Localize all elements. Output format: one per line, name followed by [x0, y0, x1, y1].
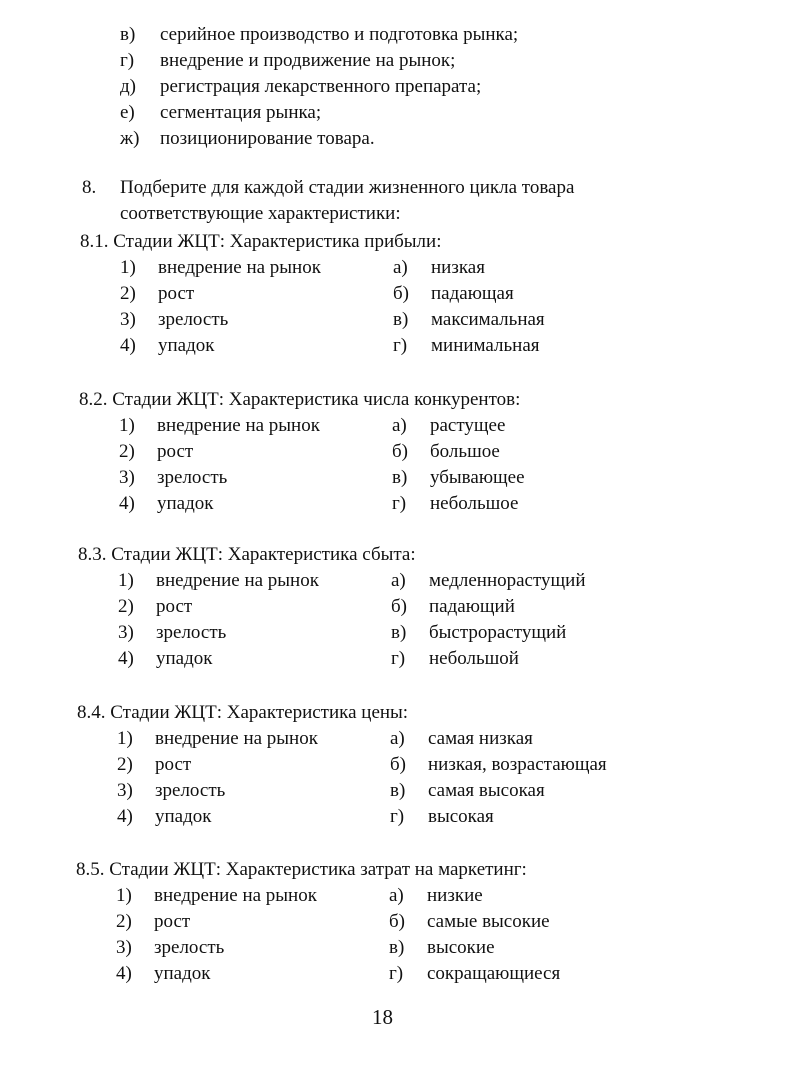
stage-text: упадок	[154, 963, 211, 984]
char-marker: б)	[393, 283, 409, 304]
stage-text: упадок	[158, 335, 215, 356]
table-row	[117, 804, 607, 830]
table-row	[120, 307, 545, 333]
table-row	[116, 883, 560, 909]
table-row	[118, 646, 586, 672]
list-item	[120, 100, 518, 126]
stage-marker: 3)	[120, 309, 136, 330]
section-title: 8.5. Стадии ЖЦТ: Характеристика затрат на маркетинг:	[76, 859, 527, 880]
char-text: низкие	[427, 885, 483, 906]
char-text: низкая	[431, 257, 485, 278]
char-marker: в)	[390, 780, 406, 801]
stage-text: зрелость	[158, 309, 229, 330]
char-marker: г)	[391, 648, 406, 669]
char-text: медленнорастущий	[429, 570, 586, 591]
stage-text: упадок	[156, 648, 213, 669]
stage-text: рост	[157, 441, 194, 462]
section-title: 8.2. Стадии ЖЦТ: Характеристика числа конкурентов:	[79, 389, 521, 410]
char-marker: б)	[390, 754, 406, 775]
char-marker: а)	[390, 728, 405, 749]
stage-text: рост	[155, 754, 192, 775]
list-item	[120, 74, 518, 100]
stage-text: внедрение на рынок	[154, 885, 317, 906]
stage-text: рост	[154, 911, 191, 932]
table-row	[118, 568, 586, 594]
table-row	[116, 961, 560, 987]
char-text: максимальная	[431, 309, 545, 330]
stage-text: упадок	[155, 806, 212, 827]
table-row	[119, 413, 525, 439]
stage-marker: 3)	[118, 622, 134, 643]
table-row	[116, 935, 560, 961]
char-marker: б)	[389, 911, 405, 932]
char-marker: а)	[391, 570, 406, 591]
stage-text: рост	[158, 283, 195, 304]
stage-marker: 2)	[119, 441, 135, 462]
list-text: сегментация рынка;	[160, 102, 322, 123]
char-marker: б)	[391, 596, 407, 617]
section-8-1	[80, 229, 545, 359]
stage-marker: 4)	[120, 335, 136, 356]
question-text: Подберите для каждой стадии жизненного цикла товара соответствующие характеристики:	[120, 177, 575, 224]
stage-text: внедрение на рынок	[158, 257, 321, 278]
stage-marker: 4)	[118, 648, 134, 669]
char-text: низкая, возрастающая	[428, 754, 607, 775]
stage-marker: 4)	[119, 493, 135, 514]
char-marker: а)	[392, 415, 407, 436]
char-marker: а)	[389, 885, 404, 906]
char-text: быстрорастущий	[429, 622, 567, 643]
char-marker: в)	[391, 622, 407, 643]
list-text: позиционирование товара.	[160, 128, 375, 149]
list-marker: г)	[120, 50, 135, 71]
page-number: 18	[372, 1005, 393, 1029]
char-text: растущее	[430, 415, 506, 436]
table-row	[118, 594, 586, 620]
stage-marker: 3)	[119, 467, 135, 488]
char-marker: в)	[393, 309, 409, 330]
char-marker: г)	[389, 963, 404, 984]
char-text: самая высокая	[428, 780, 545, 801]
char-text: самые высокие	[427, 911, 550, 932]
table-row	[120, 281, 545, 307]
table-row	[119, 491, 525, 517]
stage-text: внедрение на рынок	[156, 570, 319, 591]
char-marker: г)	[390, 806, 405, 827]
section-8-4	[77, 700, 607, 830]
stage-marker: 1)	[119, 415, 135, 436]
stage-text: рост	[156, 596, 193, 617]
list-text: регистрация лекарственного препарата;	[160, 76, 482, 97]
char-marker: г)	[393, 335, 408, 356]
list-item	[120, 126, 518, 152]
section-8-2	[79, 387, 525, 517]
stage-marker: 3)	[117, 780, 133, 801]
section-title: 8.3. Стадии ЖЦТ: Характеристика сбыта:	[78, 544, 416, 565]
char-text: высокая	[428, 806, 494, 827]
stage-text: зрелость	[156, 622, 227, 643]
char-marker: б)	[392, 441, 408, 462]
stage-text: зрелость	[155, 780, 226, 801]
section-8-3	[78, 542, 586, 672]
char-marker: в)	[389, 937, 405, 958]
stage-text: внедрение на рынок	[157, 415, 320, 436]
section-title: 8.4. Стадии ЖЦТ: Характеристика цены:	[77, 702, 409, 723]
stage-text: внедрение на рынок	[155, 728, 318, 749]
stage-marker: 4)	[117, 806, 133, 827]
stage-marker: 2)	[118, 596, 134, 617]
char-text: самая низкая	[428, 728, 533, 749]
table-row	[119, 465, 525, 491]
list-text: серийное производство и подготовка рынка;	[160, 24, 519, 45]
char-text: сокращающиеся	[427, 963, 561, 984]
list-marker: д)	[120, 76, 136, 97]
stage-text: зрелость	[157, 467, 228, 488]
stage-marker: 1)	[118, 570, 134, 591]
char-text: убывающее	[430, 467, 525, 488]
stage-marker: 2)	[116, 911, 132, 932]
table-row	[117, 778, 607, 804]
char-text: небольшой	[429, 648, 519, 669]
stage-text: зрелость	[154, 937, 225, 958]
question-8	[82, 175, 722, 227]
char-text: минимальная	[431, 335, 540, 356]
stage-marker: 1)	[117, 728, 133, 749]
stage-marker: 1)	[116, 885, 132, 906]
char-marker: г)	[392, 493, 407, 514]
stage-marker: 1)	[120, 257, 136, 278]
intro-list	[120, 22, 518, 152]
table-row	[116, 909, 560, 935]
list-text: внедрение и продвижение на рынок;	[160, 50, 456, 71]
stage-text: упадок	[157, 493, 214, 514]
list-marker: в)	[120, 24, 136, 45]
char-text: высокие	[427, 937, 495, 958]
section-8-5	[76, 857, 560, 987]
section-title: 8.1. Стадии ЖЦТ: Характеристика прибыли:	[80, 231, 442, 252]
table-row	[120, 255, 545, 281]
char-text: падающий	[429, 596, 515, 617]
char-marker: в)	[392, 467, 408, 488]
table-row	[117, 752, 607, 778]
table-row	[119, 439, 525, 465]
stage-marker: 4)	[116, 963, 132, 984]
list-marker: е)	[120, 102, 135, 123]
list-item	[120, 48, 518, 74]
char-marker: а)	[393, 257, 408, 278]
char-text: падающая	[431, 283, 514, 304]
stage-marker: 2)	[120, 283, 136, 304]
stage-marker: 2)	[117, 754, 133, 775]
table-row	[120, 333, 545, 359]
char-text: небольшое	[430, 493, 519, 514]
table-row	[118, 620, 586, 646]
table-row	[117, 726, 607, 752]
char-text: большое	[430, 441, 500, 462]
question-number: 8.	[82, 177, 97, 198]
list-item	[120, 22, 518, 48]
stage-marker: 3)	[116, 937, 132, 958]
list-marker: ж)	[120, 128, 140, 149]
